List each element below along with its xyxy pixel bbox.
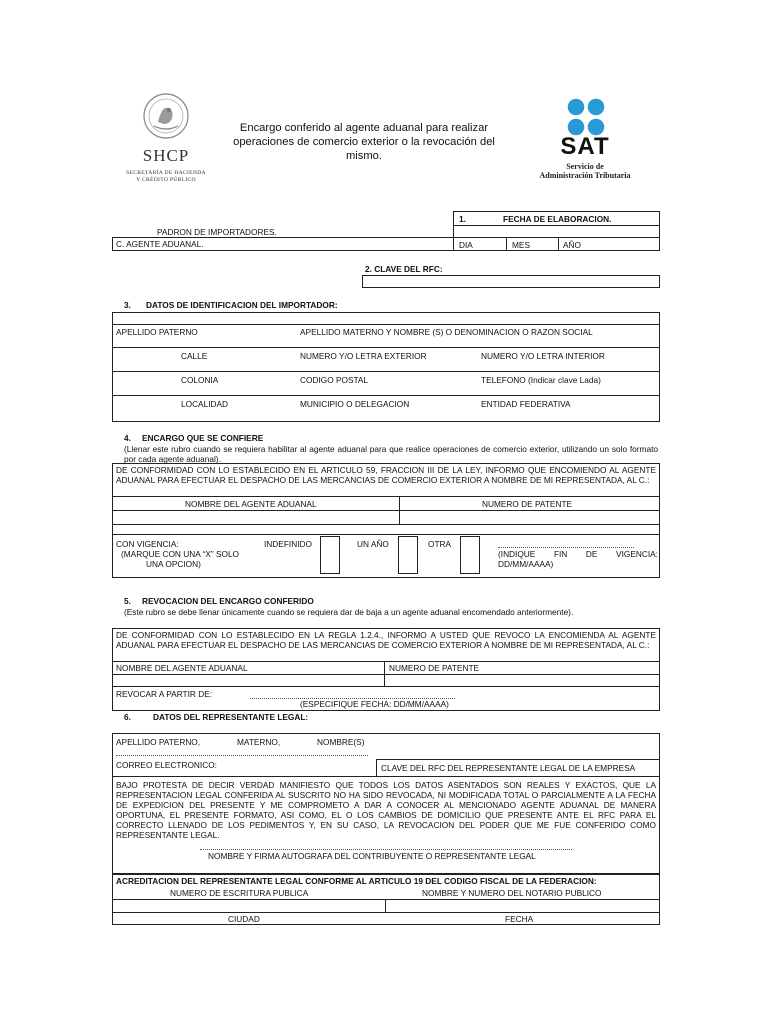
apellido-paterno-rep-label: APELLIDO PATERNO, [116,737,201,747]
sat-logo-text: SAT [560,133,610,160]
divider [112,347,660,348]
entidad-federativa-label: ENTIDAD FEDERATIVA [481,399,571,409]
divider [399,496,400,524]
divider [453,237,660,238]
mes-label: MES [512,240,530,250]
divider [112,686,660,687]
section-5-title: REVOCACION DEL ENCARGO CONFERIDO [142,596,314,606]
divider [506,237,507,251]
materno-rep-label: MATERNO, [237,737,281,747]
apellido-materno-label: APELLIDO MATERNO Y NOMBRE (S) O DENOMINACION O RAZON SOCIAL [300,327,593,337]
colonia-label: COLONIA [181,375,219,385]
municipio-label: MUNICIPIO O DELEGACION [300,399,410,409]
shcp-logo-line1: SECRETARÍA DE HACIENDA [126,170,206,176]
indique-fin-vigencia: (INDIQUE FIN DE VIGENCIA: DD/MM/AAAA) [498,549,658,569]
agente-aduanal-label: C. AGENTE ADUANAL. [116,239,204,249]
nombres-rep-label: NOMBRE(S) [317,737,365,747]
sat-dots-icon [567,98,605,136]
codigo-postal-label: CODIGO POSTAL [300,375,369,385]
divider [112,237,113,250]
clave-rfc-label: 2. CLAVE DEL RFC: [365,264,443,274]
dia-label: DIA [459,240,473,250]
section-1-number: 1. [459,214,466,224]
ciudad-label: CIUDAD [228,914,260,924]
divider [112,534,660,535]
page-title: Encargo conferido al agente aduanal para realizar operaciones de comercio exterior o la revocación del mismo. [233,122,495,162]
revocar-a-partir-label: REVOCAR A PARTIR DE: [116,689,213,699]
clave-rfc-field[interactable] [362,275,660,288]
localidad-label: LOCALIDAD [181,399,229,409]
divider [112,237,453,238]
fecha-elaboracion-label: FECHA DE ELABORACION. [503,214,612,224]
section-3-number: 3. [124,300,131,310]
apellido-paterno-label: APELLIDO PATERNO [116,327,198,337]
divider [112,912,660,913]
section-4-number: 4. [124,433,131,443]
nombre-agente-revoca-label: NOMBRE DEL AGENTE ADUANAL [116,663,248,673]
section-5-number: 5. [124,596,131,606]
nombre-rep-line[interactable] [116,755,368,756]
mexican-eagle-seal-icon [142,92,190,140]
firma-label: NOMBRE Y FIRMA AUTOGRAFA DEL CONTRIBUYENTE O REPRESENTANTE LEGAL [208,851,536,861]
shcp-logo-subtitle [122,170,210,184]
divider [112,250,453,251]
escritura-label: NUMERO DE ESCRITURA PUBLICA [170,888,309,898]
section-5-note: (Este rubro se debe llenar únicamente cuando se requiera dar de baja a un agente aduanal encomendado anteriormente). [124,607,574,617]
padron-importadores: PADRON DE IMPORTADORES. [157,227,277,237]
fin-vigencia-line[interactable] [498,547,634,548]
otra-label: OTRA [428,539,452,549]
section-6-title: DATOS DEL REPRESENTANTE LEGAL: [153,712,309,722]
sat-logo-line1: Servicio de [566,162,604,171]
divider [112,899,660,900]
section-3-title: DATOS DE IDENTIFICACION DEL IMPORTADOR: [146,300,338,310]
un-anio-checkbox[interactable] [398,536,418,574]
correo-label: CORREO ELECTRONICO: [116,760,217,770]
fecha-label: FECHA [505,914,534,924]
numero-exterior-label: NUMERO Y/O LETRA EXTERIOR [300,351,427,361]
otra-checkbox[interactable] [460,536,480,574]
numero-interior-label: NUMERO Y/O LETRA INTERIOR [481,351,605,361]
indefinido-checkbox[interactable] [320,536,340,574]
anio-label: AÑO [563,240,581,250]
clave-rfc-rep-label: CLAVE DEL RFC DEL REPRESENTANTE LEGAL DE LA EMPRESA [381,763,636,773]
divider [112,395,660,396]
divider [112,371,660,372]
marque-instruction-1: (MARQUE CON UNA “X” SOLO [121,549,240,559]
protesta-text: BAJO PROTESTA DE DECIR VERDAD MANIFIESTO QUE TODOS LOS DATOS ASENTADOS SON REALES Y EXACTOS, QUE LA REPRESENTACION LEGAL CONFERIDA AL SUSCRITO NO HA SIDO REVOCADA, NI MODIFICADA TOTAL O PARCIALMENTE A LA FECHA DE EXPEDICION DEL PRESENTE Y ME COMPROMETO A DAR A CONOCER AL MENCIONADO AGENTE ADUANAL DE MANERA OPORTUNA, EL PRESENTE FORMATO, ASI COMO, EL O LOS CAMBIOS DE DOMICILIO QUE PRESENTE ANTE EL RFC PARA EL CORRECTO LLENADO DE LOS PEDIMENTOS Y, EN SU CASO, LA REVOCACION DEL PODER QUE ME FUE CONFERIDO COMO REPRESENTANTE LEGAL. [116,780,656,840]
divider [385,899,386,912]
marque-instruction-2: UNA OPCION) [146,559,201,569]
divider [453,225,660,226]
divider [112,524,660,525]
nombre-agente-label: NOMBRE DEL AGENTE ADUANAL [185,499,317,509]
section-6-number: 6. [124,712,131,722]
sat-logo-subtitle [520,162,650,180]
notario-label: NOMBRE Y NUMERO DEL NOTARIO PUBLICO [422,888,602,898]
un-anio-label: UN AÑO [357,539,389,549]
divider [384,661,385,686]
divider [376,759,660,760]
divider [112,324,660,325]
calle-label: CALLE [181,351,208,361]
section-5-text: DE CONFORMIDAD CON LO ESTABLECIDO EN LA REGLA 1.2.4., INFORMO A USTED QUE REVOCO LA ENCOMIENDA AL AGENTE ADUANAL PARA EFECTUAR EL DESPACHO DE LAS MERCANCIAS DE COMERCIO EXTERIOR A NOMBRE DE MI REPRESENTADA, AL C.: [116,630,656,650]
divider [112,776,660,777]
section-4-text: DE CONFORMIDAD CON LO ESTABLECIDO EN EL ARTICULO 59, FRACCION III DE LA LEY, INFORMO QUE ENCOMIENDO AL AGENTE ADUANAL PARA EFECTUAR EL DESPACHO DE LAS MERCANCIAS DE COMERCIO EXTERIOR A NOMBRE DE MI REPRESENTADA, AL C.: [116,465,656,485]
sat-logo-line2: Administración Tributaria [539,171,631,180]
shcp-logo-line2: Y CRÉDITO PÚBLICO [136,177,196,183]
telefono-label: TELEFONO (Indicar clave Lada) [481,375,601,385]
numero-patente-revoca-label: NUMERO DE PATENTE [389,663,480,673]
numero-patente-label: NUMERO DE PATENTE [482,499,573,509]
divider [112,510,660,511]
divider [112,661,660,662]
section-4-note: (Llenar este rubro cuando se requiera habilitar al agente aduanal para que realice operaciones de comercio exterior, utilizando un solo formato por cada agente aduanal). [124,444,658,464]
indefinido-label: INDEFINIDO [264,539,312,549]
vigencia-label: CON VIGENCIA: [116,539,179,549]
divider [558,237,559,251]
divider [376,759,377,776]
acreditacion-title: ACREDITACION DEL REPRESENTANTE LEGAL CONFORME AL ARTICULO 19 DEL CODIGO FISCAL DE LA FEDERACION: [116,876,597,886]
section-4-title: ENCARGO QUE SE CONFIERE [142,433,264,443]
divider [112,496,660,497]
firma-line[interactable] [200,849,572,850]
especifique-fecha: (ESPECIFIQUE FECHA: DD/MM/AAAA) [300,699,449,709]
divider [112,674,660,675]
shcp-logo-text: SHCP [142,146,190,165]
